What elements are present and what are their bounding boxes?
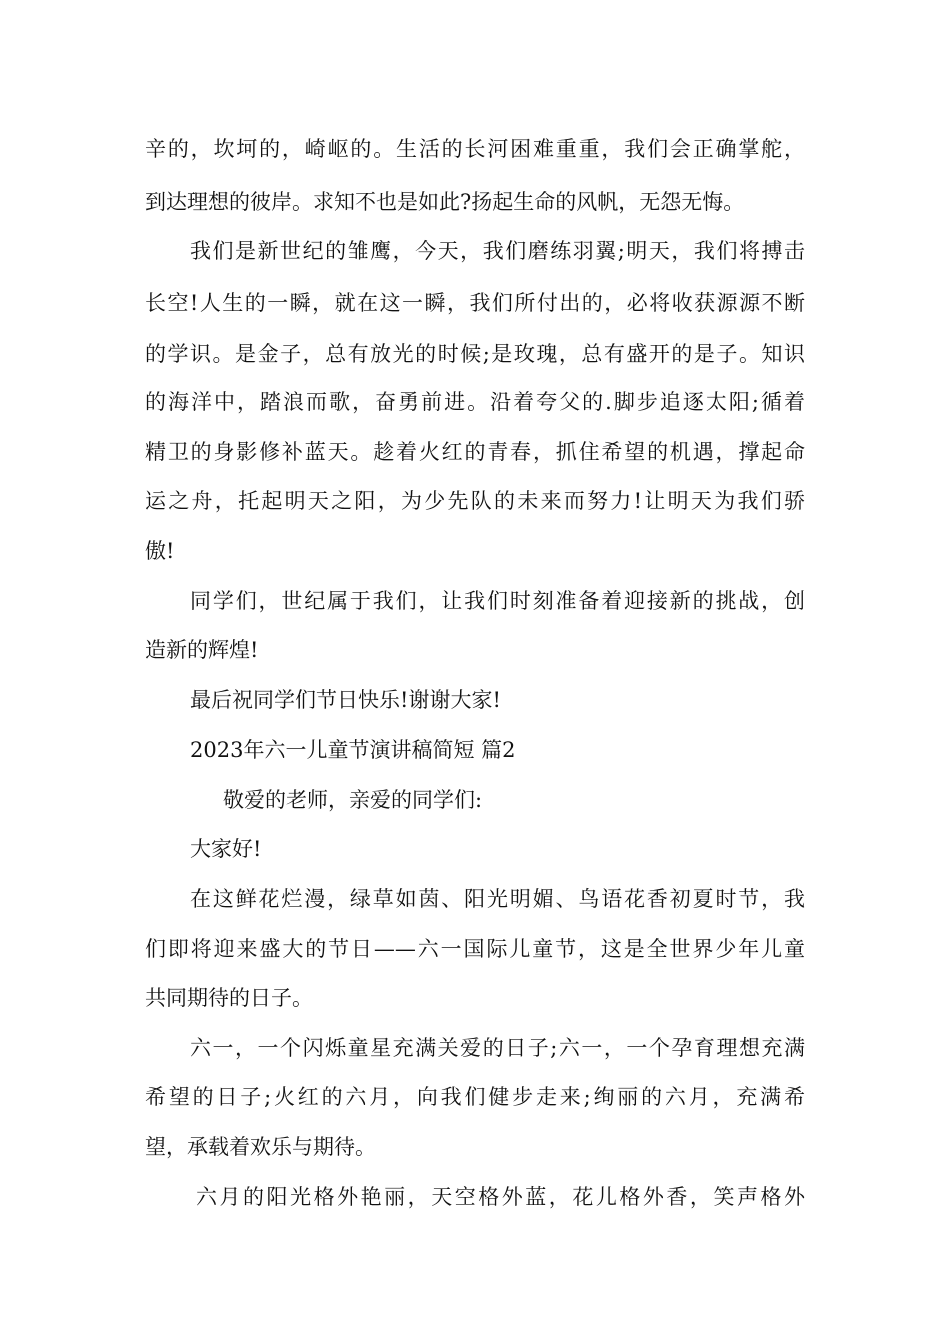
text-line: 在这鲜花烂漫，绿草如茵、阳光明媚、鸟语花香初夏时节，我 [190, 887, 805, 911]
text-line: 六月的阳光格外艳丽，天空格外蓝，花儿格外香，笑声格外 [196, 1185, 805, 1209]
section-heading: 2023年六一儿童节演讲稿简短 篇2 [190, 738, 516, 762]
text-line: 共同期待的日子。 [145, 986, 313, 1010]
text-line: 辛的，坎坷的，崎岖的。生活的长河困难重重，我们会正确掌舵， [145, 137, 805, 161]
text-line: 望，承载着欢乐与期待。 [145, 1135, 376, 1159]
text-line: 运之舟，托起明天之阳，为少先队的未来而努力!让明天为我们骄 [145, 489, 805, 513]
text-line: 我们是新世纪的雏鹰，今天，我们磨练羽翼;明天，我们将搏击 [190, 239, 805, 263]
text-line: 六一，一个闪烁童星充满关爱的日子;六一，一个孕育理想充满 [190, 1036, 805, 1060]
text-line: 傲! [145, 539, 175, 563]
greeting: 大家好! [190, 837, 262, 861]
text-line: 希望的日子;火红的六月，向我们健步走来;绚丽的六月，充满希 [145, 1085, 805, 1109]
text-line: 造新的辉煌! [145, 638, 259, 662]
text-line: 长空!人生的一瞬，就在这一瞬，我们所付出的，必将收获源源不断 [145, 291, 805, 315]
text-line: 的学识。是金子，总有放光的时候;是玫瑰，总有盛开的是子。知识 [145, 342, 805, 366]
salutation: 敬爱的老师，亲爱的同学们: [223, 788, 483, 812]
text-line: 精卫的身影修补蓝天。趁着火红的青春，抓住希望的机遇，撑起命 [145, 440, 805, 464]
text-line: 的海洋中，踏浪而歌，奋勇前进。沿着夸父的.脚步追逐太阳;循着 [145, 390, 805, 414]
text-line: 们即将迎来盛大的节日——六一国际儿童节，这是全世界少年儿童 [145, 937, 805, 961]
text-line: 到达理想的彼岸。求知不也是如此?扬起生命的风帆，无怨无悔。 [145, 190, 745, 214]
text-line: 同学们，世纪属于我们，让我们时刻准备着迎接新的挑战，创 [190, 589, 805, 613]
text-line: 最后祝同学们节日快乐!谢谢大家! [190, 688, 501, 712]
